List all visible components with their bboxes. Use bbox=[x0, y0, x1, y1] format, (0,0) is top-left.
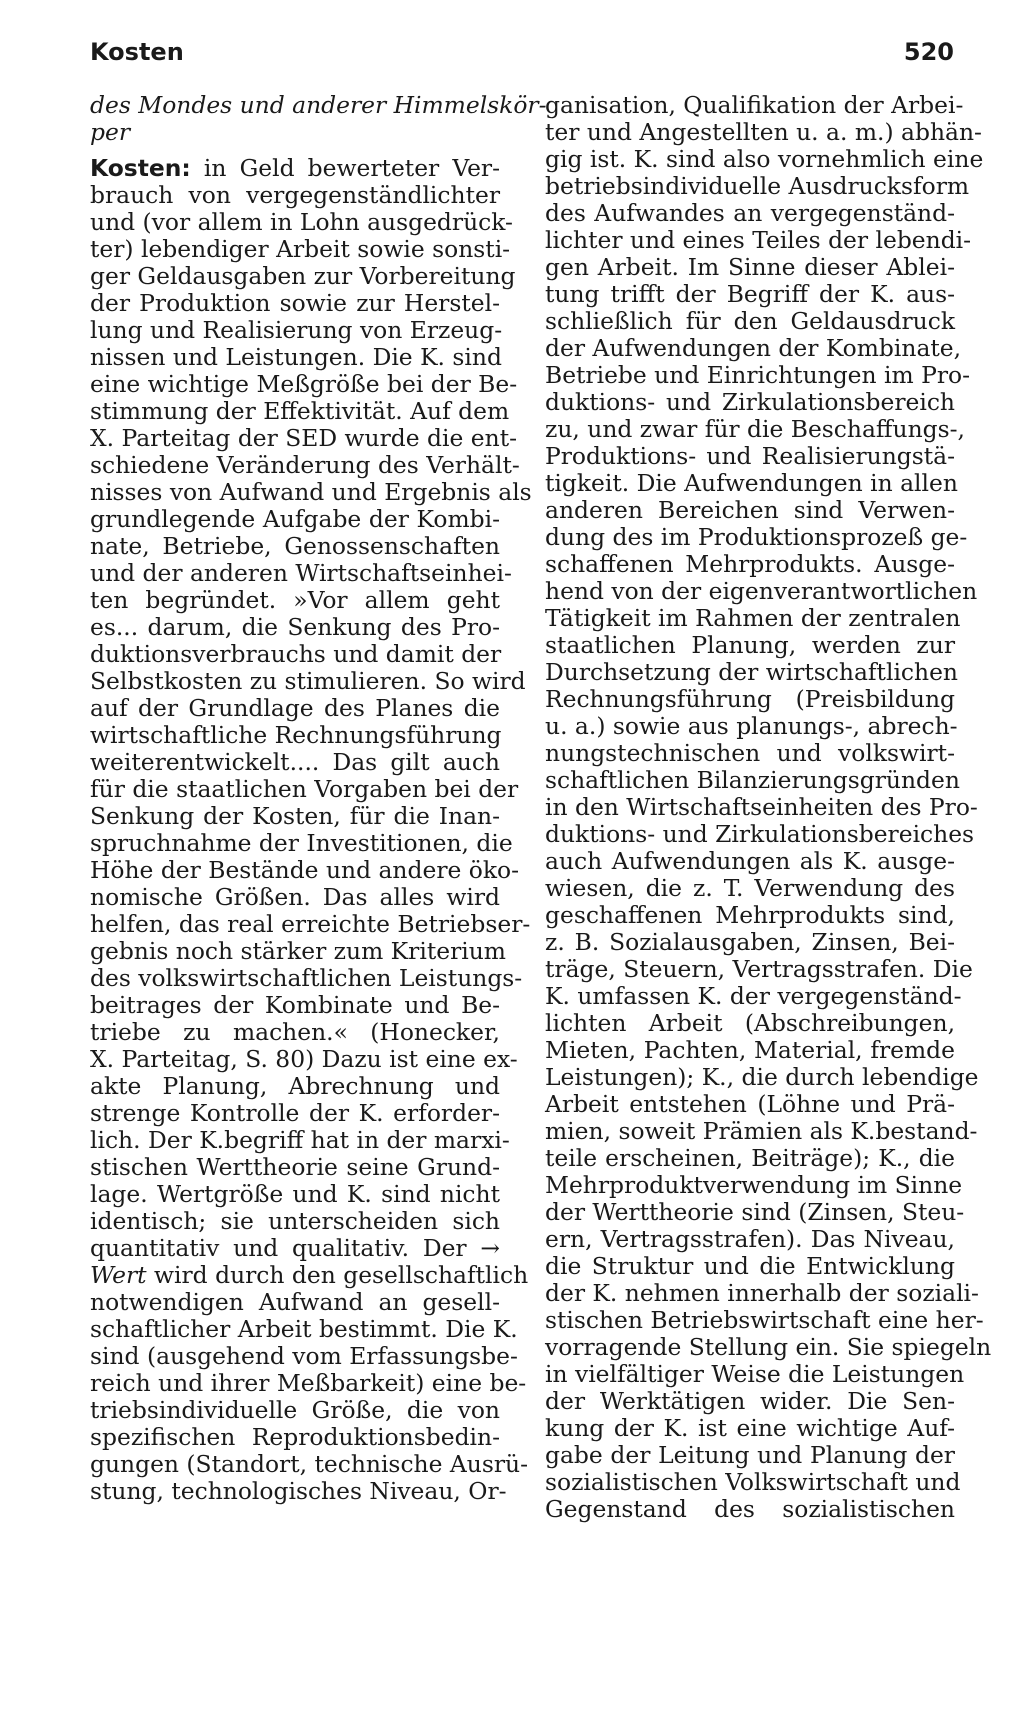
text-line: kung der K. ist eine wichtige Auf- bbox=[545, 1414, 955, 1442]
text-line: spezifischen Reproduktionsbedin- bbox=[90, 1423, 500, 1451]
text-line: brauch von vergegenständlichter bbox=[90, 181, 500, 209]
text-line: sind (ausgehend vom Erfassungsbe- bbox=[90, 1342, 518, 1370]
text-line: die Struktur und die Entwicklung bbox=[545, 1252, 955, 1280]
text-line: duktions- und Zirkulationsbereich bbox=[545, 388, 955, 416]
text-line: beitrages der Kombinate und Be- bbox=[90, 991, 500, 1019]
left-lines bbox=[90, 181, 532, 1262]
text-line: Gegenstand des sozialistischen bbox=[545, 1495, 955, 1523]
text-line: träge, Steuern, Vertragsstrafen. Die bbox=[545, 955, 973, 983]
page-number: 520 bbox=[903, 38, 954, 66]
cross-reference-line-text: wird durch den gesellschaftlich bbox=[154, 1261, 529, 1289]
text-line: duktionsverbrauchs und damit der bbox=[90, 640, 502, 668]
text-line: stung, technologisches Niveau, Or- bbox=[90, 1477, 507, 1505]
cross-reference-line bbox=[90, 1261, 529, 1289]
text-line: gen Arbeit. Im Sinne dieser Ablei- bbox=[545, 253, 955, 281]
text-line: Selbstkosten zu stimulieren. So wird bbox=[90, 667, 526, 695]
text-line: schließlich für den Geldausdruck bbox=[545, 307, 955, 335]
text-line: Mieten, Pachten, Material, fremde bbox=[545, 1036, 955, 1064]
text-line: tigkeit. Die Aufwendungen in allen bbox=[545, 469, 958, 497]
text-line: reich und ihrer Meßbarkeit) eine be- bbox=[90, 1369, 527, 1397]
text-line: der Werktätigen wider. Die Sen- bbox=[545, 1387, 955, 1415]
text-line: zu, und zwar für die Beschaffungs-, bbox=[545, 415, 965, 443]
text-line: lichten Arbeit (Abschreibungen, bbox=[545, 1009, 955, 1037]
text-line: duktions- und Zirkulationsbereiches bbox=[545, 820, 975, 848]
text-line: X. Parteitag der SED wurde die ent- bbox=[90, 424, 517, 452]
text-line: tung trifft der Begriff der K. aus- bbox=[545, 280, 955, 308]
text-line: akte Planung, Abrechnung und bbox=[90, 1072, 500, 1100]
text-line: wiesen, die z. T. Verwendung des bbox=[545, 874, 955, 902]
text-line: gebnis noch stärker zum Kriterium bbox=[90, 937, 506, 965]
text-line: dung des im Produktionsprozeß ge- bbox=[545, 523, 968, 551]
text-line: Durchsetzung der wirtschaftlichen bbox=[545, 658, 958, 686]
text-line: Leistungen); K., die durch lebendige bbox=[545, 1063, 979, 1091]
entry-headword: Kosten: bbox=[90, 154, 191, 182]
text-line: Betriebe und Einrichtungen im Pro- bbox=[545, 361, 971, 389]
text-line: des Mondes und anderer Himmelskör- bbox=[90, 91, 547, 119]
text-line: ter) lebendiger Arbeit sowie sonsti- bbox=[90, 235, 511, 263]
text-line: strenge Kontrolle der K. erforder- bbox=[90, 1099, 500, 1127]
text-line: eine wichtige Meßgröße bei der Be- bbox=[90, 370, 518, 398]
text-line: identisch; sie unterscheiden sich bbox=[90, 1207, 500, 1235]
text-line: Produktions- und Realisierungstä- bbox=[545, 442, 955, 470]
text-line: Mehrproduktverwendung im Sinne bbox=[545, 1171, 963, 1199]
text-line: geschaffenen Mehrprodukts sind, bbox=[545, 901, 955, 929]
text-line: K. umfassen K. der vergegenständ- bbox=[545, 982, 962, 1010]
text-line: ern, Vertragsstrafen). Das Niveau, bbox=[545, 1225, 955, 1253]
text-line: lage. Wertgröße und K. sind nicht bbox=[90, 1180, 500, 1208]
text-line: lung und Realisierung von Erzeug- bbox=[90, 316, 503, 344]
text-line: gungen (Standort, technische Ausrü- bbox=[90, 1450, 528, 1478]
text-line: helfen, das real erreichte Betriebser- bbox=[90, 910, 531, 938]
text-line: grundlegende Aufgabe der Kombi- bbox=[90, 505, 500, 533]
text-line: gabe der Leitung und Planung der bbox=[545, 1441, 955, 1469]
text-line: mien, soweit Prämien als K.bestand- bbox=[545, 1117, 978, 1145]
text-line: stischen Betriebswirtschaft eine her- bbox=[545, 1306, 984, 1334]
text-line: teile erscheinen, Beiträge); K., die bbox=[545, 1144, 955, 1172]
text-line: quantitativ und qualitativ. Der → bbox=[90, 1234, 500, 1262]
text-line: stischen Werttheorie seine Grund- bbox=[90, 1153, 500, 1181]
text-line: z. B. Sozialausgaben, Zinsen, Bei- bbox=[545, 928, 955, 956]
text-line: spruchnahme der Investitionen, die bbox=[90, 829, 513, 857]
text-line: notwendigen Aufwand an gesell- bbox=[90, 1288, 500, 1316]
text-line: in den Wirtschaftseinheiten des Pro- bbox=[545, 793, 978, 821]
page-header bbox=[90, 38, 954, 78]
text-line: X. Parteitag, S. 80) Dazu ist eine ex- bbox=[90, 1045, 518, 1073]
text-line: nate, Betriebe, Genossenschaften bbox=[90, 532, 500, 560]
entry-first-line-text: in Geld bewerteter Ver- bbox=[203, 154, 501, 182]
text-line: Arbeit entstehen (Löhne und Prä- bbox=[545, 1090, 955, 1118]
text-line: schaftlichen Bilanzierungsgründen bbox=[545, 766, 960, 794]
text-line: gig ist. K. sind also vornehmlich eine bbox=[545, 145, 984, 173]
text-line: nungstechnischen und volkswirt- bbox=[545, 739, 955, 767]
text-line: Höhe der Bestände und andere öko- bbox=[90, 856, 520, 884]
text-line: Tätigkeit im Rahmen der zentralen bbox=[545, 604, 961, 632]
text-line: nomische Größen. Das alles wird bbox=[90, 883, 500, 911]
text-line: lich. Der K.begriff hat in der marxi- bbox=[90, 1126, 510, 1154]
text-line: triebe zu machen.« (Honecker, bbox=[90, 1018, 500, 1046]
running-head: Kosten bbox=[90, 38, 184, 66]
text-line: Senkung der Kosten, für die Inan- bbox=[90, 802, 500, 830]
text-line: betriebsindividuelle Ausdrucksform bbox=[545, 172, 970, 200]
text-line: Rechnungsführung (Preisbildung bbox=[545, 685, 955, 713]
text-line: staatlichen Planung, werden zur bbox=[545, 631, 955, 659]
text-line: nissen und Leistungen. Die K. sind bbox=[90, 343, 502, 371]
text-line: der Produktion sowie zur Herstel- bbox=[90, 289, 500, 317]
right-column bbox=[545, 91, 992, 1523]
cross-reference-wert[interactable]: Wert bbox=[90, 1261, 147, 1289]
text-line: weiterentwickelt.... Das gilt auch bbox=[90, 748, 500, 776]
text-line: auf der Grundlage des Planes die bbox=[90, 694, 500, 722]
text-line: ganisation, Qualifikation der Arbei- bbox=[545, 91, 964, 119]
text-line: des volkswirtschaftlichen Leistungs- bbox=[90, 964, 523, 992]
text-line: schiedene Veränderung des Verhält- bbox=[90, 451, 520, 479]
left-column bbox=[90, 91, 547, 1505]
text-line: es... darum, die Senkung des Pro- bbox=[90, 613, 500, 641]
text-line: und der anderen Wirtschaftseinhei- bbox=[90, 559, 512, 587]
text-line: sozialistischen Volkswirtschaft und bbox=[545, 1468, 961, 1496]
text-line: der Werttheorie sind (Zinsen, Steu- bbox=[545, 1198, 965, 1226]
text-line: triebsindividuelle Größe, die von bbox=[90, 1396, 500, 1424]
text-line: wirtschaftliche Rechnungsführung bbox=[90, 721, 502, 749]
text-line: auch Aufwendungen als K. ausge- bbox=[545, 847, 955, 875]
text-line: des Aufwandes an vergegenständ- bbox=[545, 199, 955, 227]
text-line: ter und Angestellten u. a. m.) abhän- bbox=[545, 118, 982, 146]
text-line: vorragende Stellung ein. Sie spiegeln bbox=[545, 1333, 992, 1361]
text-line: lichter und eines Teiles der lebendi- bbox=[545, 226, 972, 254]
text-line: anderen Bereichen sind Verwen- bbox=[545, 496, 955, 524]
text-line: per bbox=[90, 118, 130, 146]
text-line: der Aufwendungen der Kombinate, bbox=[545, 334, 962, 362]
text-line: und (vor allem in Lohn ausgedrück- bbox=[90, 208, 513, 236]
text-line: stimmung der Effektivität. Auf dem bbox=[90, 397, 510, 425]
text-line: in vielfältiger Weise die Leistungen bbox=[545, 1360, 965, 1388]
text-line: schaffenen Mehrprodukts. Ausge- bbox=[545, 550, 955, 578]
text-line: der K. nehmen innerhalb der soziali- bbox=[545, 1279, 979, 1307]
text-line: für die staatlichen Vorgaben bei der bbox=[90, 775, 519, 803]
entry-first-line bbox=[90, 155, 500, 182]
text-line: schaftlicher Arbeit bestimmt. Die K. bbox=[90, 1315, 518, 1343]
text-line: ger Geldausgaben zur Vorbereitung bbox=[90, 262, 516, 290]
left-lines-after bbox=[90, 1288, 528, 1505]
text-line: u. a.) sowie aus planungs-, abrech- bbox=[545, 712, 958, 740]
text-line: hend von der eigenverantwortlichen bbox=[545, 577, 978, 605]
text-line: ten begründet. »Vor allem geht bbox=[90, 586, 500, 614]
text-line: nisses von Aufwand und Ergebnis als bbox=[90, 478, 532, 506]
